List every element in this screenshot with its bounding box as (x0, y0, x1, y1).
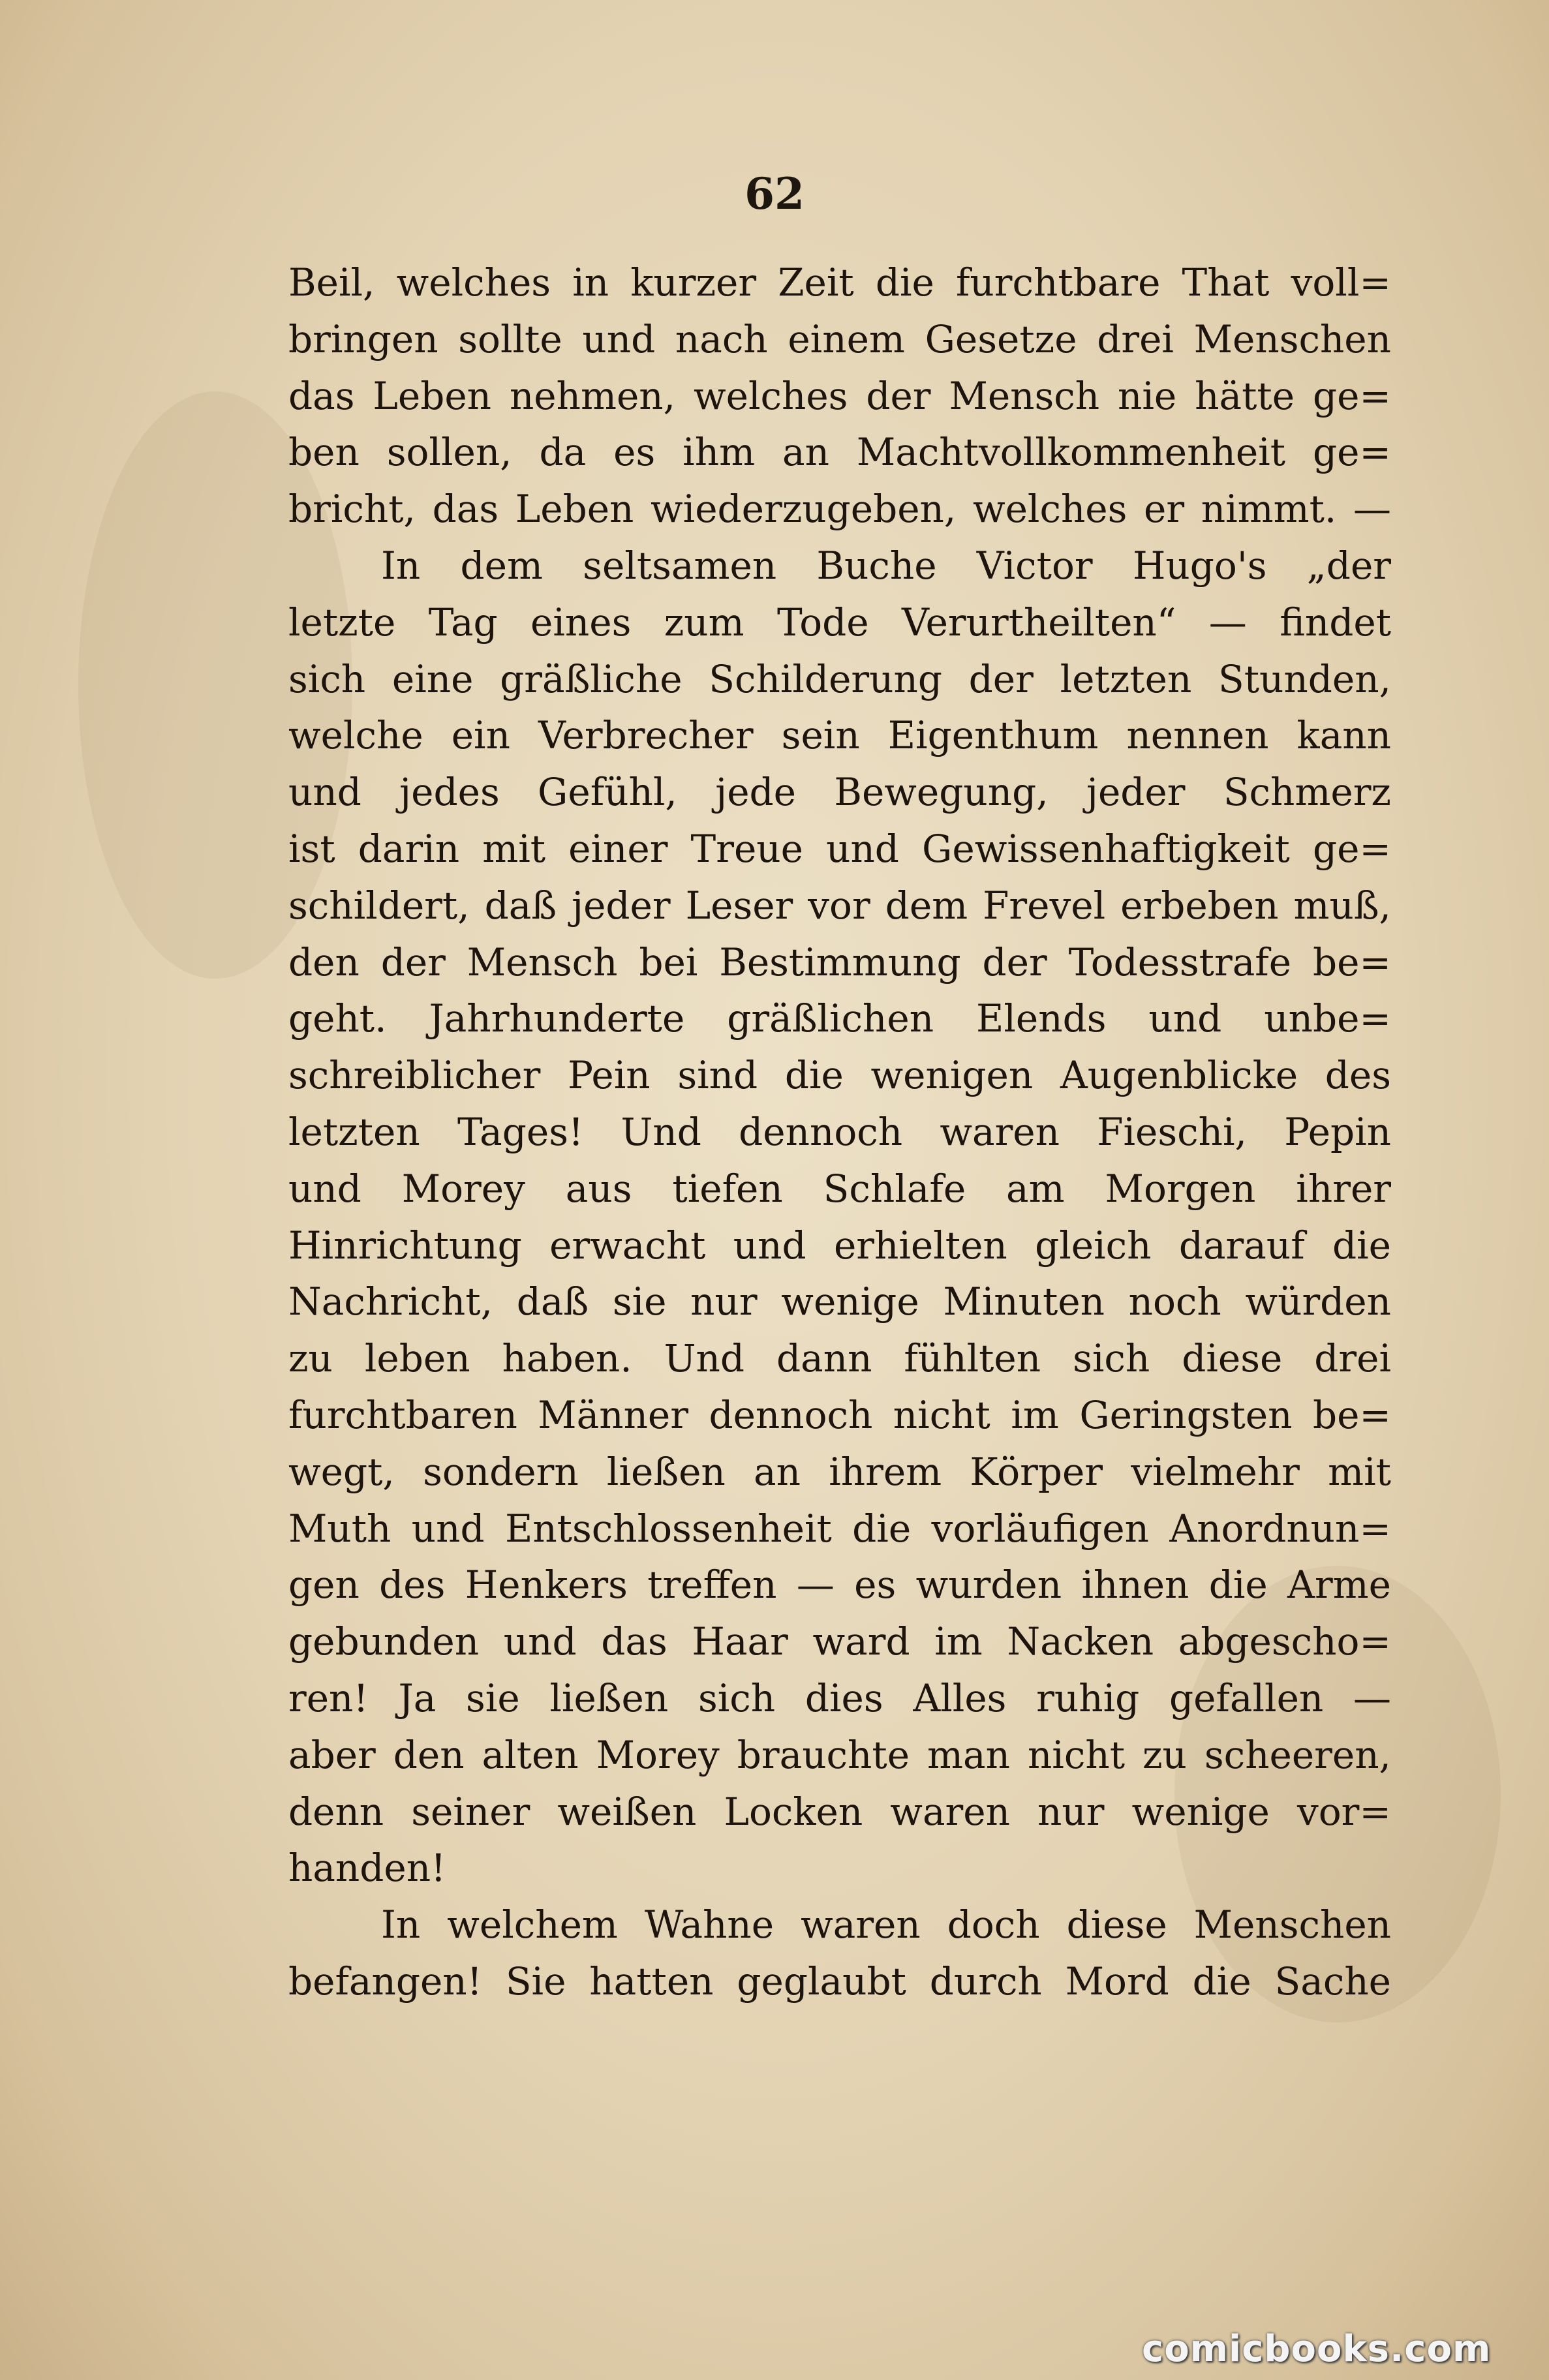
text-line: ben sollen, da es ihm an Machtvollkommenheit ge= (288, 430, 1391, 475)
text-line: den der Mensch bei Bestimmung der Todesstrafe be= (288, 939, 1391, 984)
text-line: Muth und Entschlossenheit die vorläufigen Anordnun= (288, 1506, 1391, 1551)
text-line: ist darin mit einer Treue und Gewissenhaftigkeit ge= (288, 826, 1391, 871)
text-line: Nachricht, daß sie nur wenige Minuten noch würden (288, 1279, 1391, 1324)
text-line: handen! (288, 1846, 446, 1891)
text-line: gebunden und das Haar ward im Nacken abgescho= (288, 1619, 1391, 1664)
text-line: bringen sollte und nach einem Gesetze drei Menschen (288, 316, 1391, 361)
text-line: Beil, welches in kurzer Zeit die furchtbare That voll= (288, 260, 1391, 305)
text-line: Hinrichtung erwacht und erhielten gleich darauf die (288, 1223, 1391, 1268)
text-line: das Leben nehmen, welches der Mensch nie hätte ge= (288, 373, 1391, 418)
text-line: und Morey aus tiefen Schlafe am Morgen ihrer (288, 1166, 1391, 1211)
text-line: denn seiner weißen Locken waren nur wenige vor= (288, 1789, 1391, 1834)
text-line: schildert, daß jeder Leser vor dem Frevel erbeben muß, (288, 883, 1391, 928)
watermark: comicbooks.com (1142, 2328, 1492, 2370)
text-line: befangen! Sie hatten geglaubt durch Mord die Sache (288, 1959, 1391, 2004)
text-line: letzte Tag eines zum Tode Verurtheilten“ — findet (288, 600, 1391, 645)
text-line: schreiblicher Pein sind die wenigen Augenblicke des (288, 1053, 1391, 1098)
text-line: welche ein Verbrecher sein Eigenthum nennen kann (288, 713, 1391, 758)
text-line: letzten Tages! Und dennoch waren Fieschi, Pepin (288, 1109, 1391, 1154)
text-line: gen des Henkers treffen — es wurden ihnen die Arme (288, 1563, 1391, 1608)
page-number: 62 (744, 168, 805, 219)
text-line: In dem seltsamen Buche Victor Hugo's „der (381, 543, 1391, 588)
text-line: ren! Ja sie ließen sich dies Alles ruhig gefallen — (288, 1675, 1391, 1720)
text-line: bricht, das Leben wiederzugeben, welches er nimmt. — (288, 487, 1391, 532)
text-line: und jedes Gefühl, jede Bewegung, jeder Schmerz (288, 770, 1391, 815)
text-line: zu leben haben. Und dann fühlten sich diese drei (288, 1336, 1391, 1381)
text-line: geht. Jahrhunderte gräßlichen Elends und unbe= (288, 996, 1391, 1041)
text-line: In welchem Wahne waren doch diese Menschen (381, 1902, 1391, 1947)
text-line: sich eine gräßliche Schilderung der letzten Stunden, (288, 656, 1391, 701)
text-line: wegt, sondern ließen an ihrem Körper vielmehr mit (288, 1449, 1391, 1494)
text-line: furchtbaren Männer dennoch nicht im Geringsten be= (288, 1392, 1391, 1437)
text-line: aber den alten Morey brauchte man nicht zu scheeren, (288, 1732, 1391, 1777)
body-text (288, 254, 1391, 2010)
